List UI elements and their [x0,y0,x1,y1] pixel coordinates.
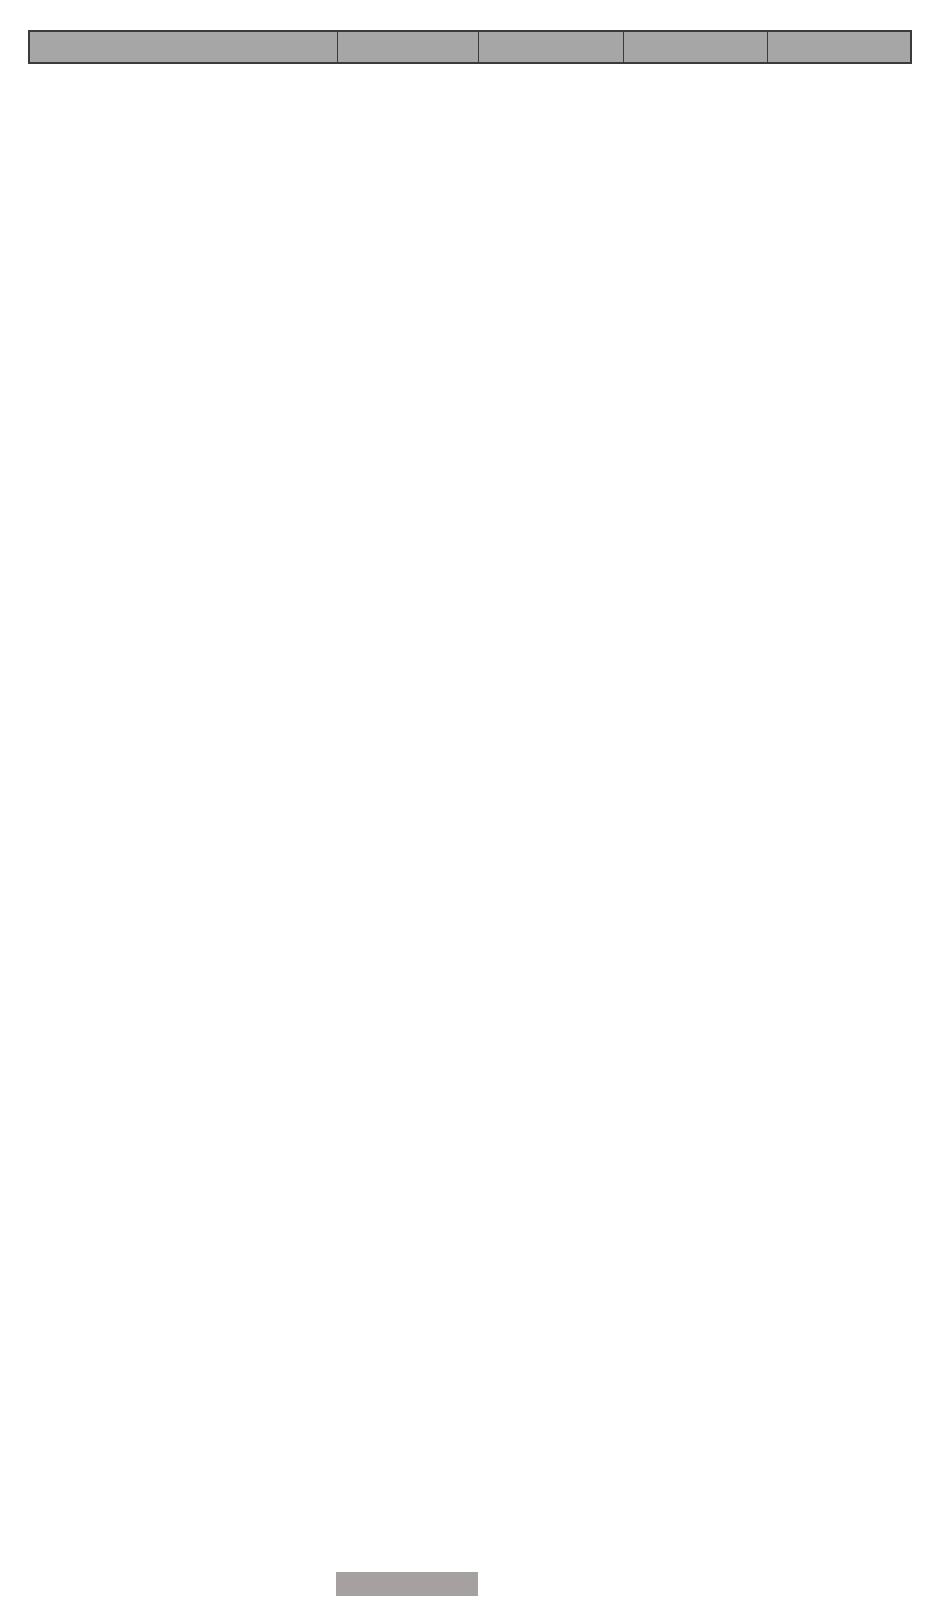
population-table [28,30,912,64]
header-municipio[interactable] [29,31,337,63]
header-row [29,31,911,63]
header-2018[interactable] [623,31,767,63]
header-2020[interactable] [337,31,478,63]
header-variacion[interactable] [767,31,911,63]
header-2019[interactable] [478,31,623,63]
table-header [29,31,911,63]
selected-cell[interactable] [336,1572,478,1596]
